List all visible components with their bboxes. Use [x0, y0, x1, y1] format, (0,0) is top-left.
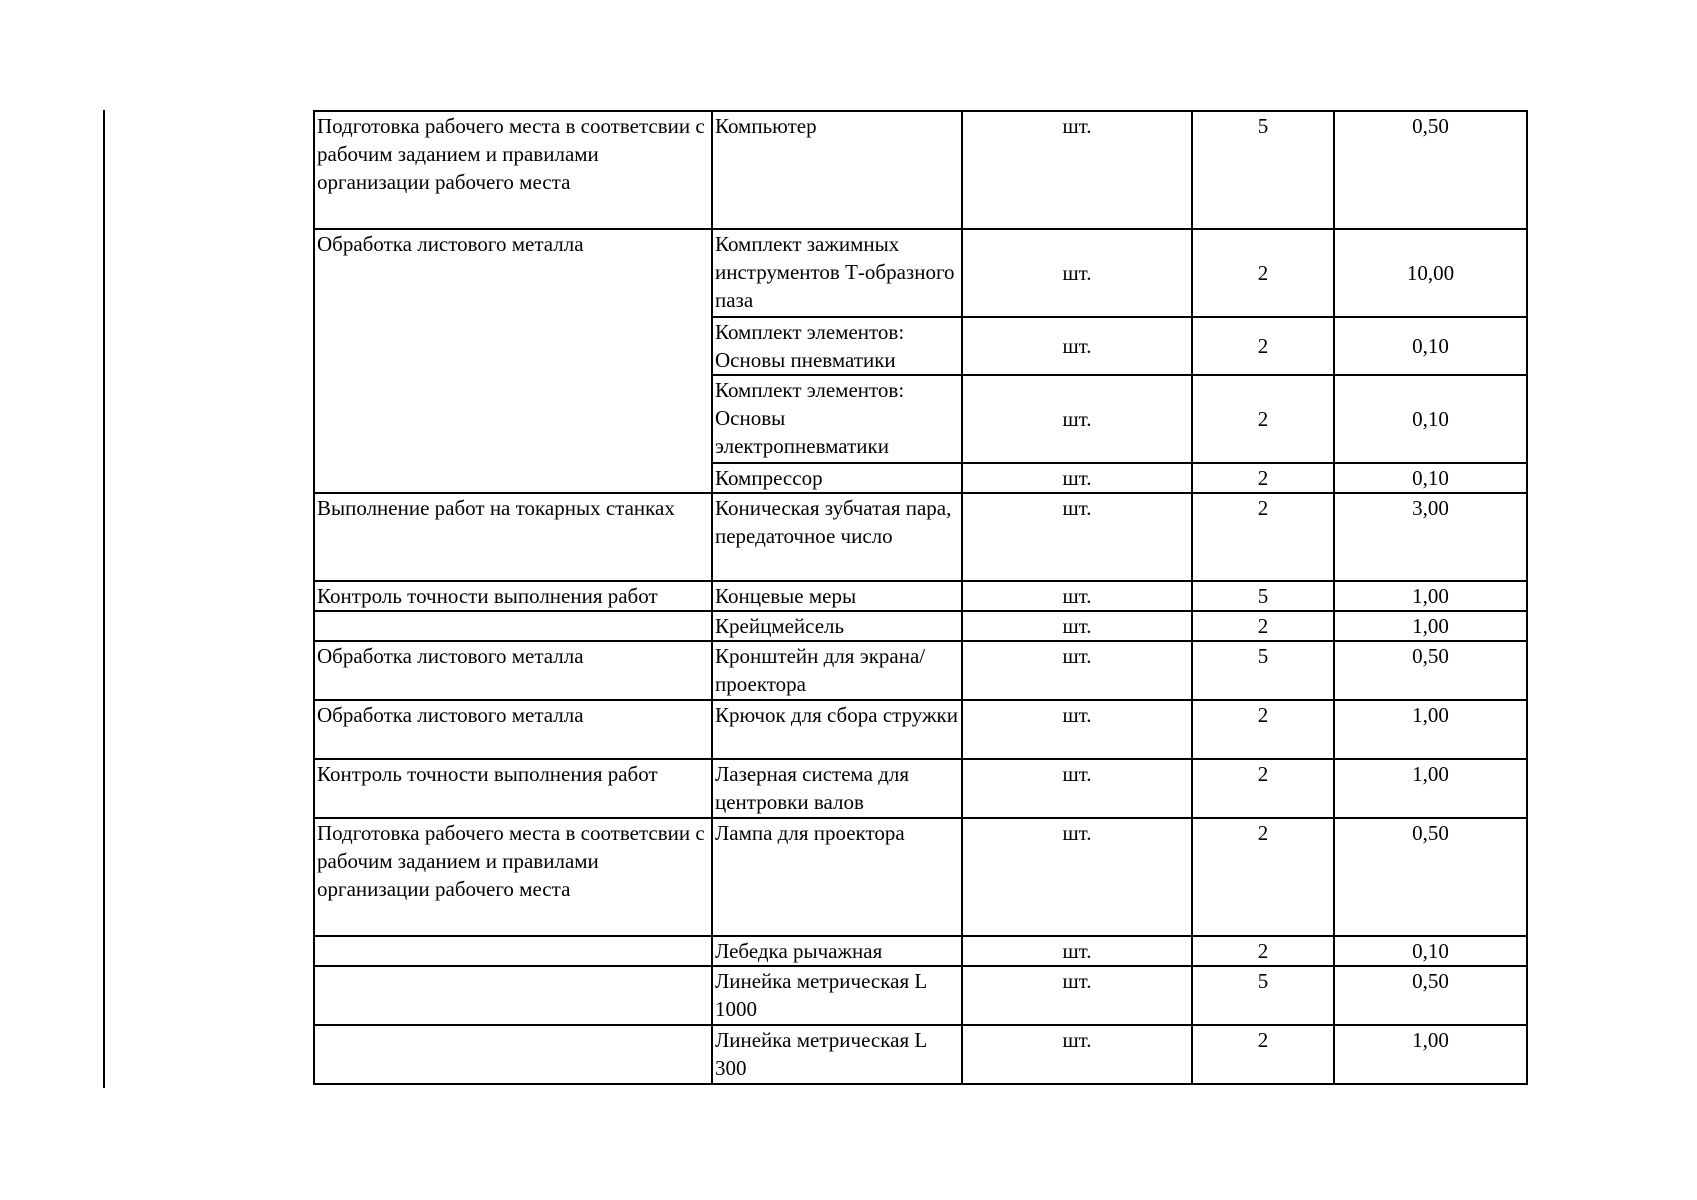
table-row	[314, 1025, 1527, 1084]
activity-cell: Контроль точности выполнения работ	[314, 759, 712, 818]
value-cell: 1,00	[1334, 700, 1527, 759]
table-row	[314, 229, 1527, 317]
equipment-table	[313, 110, 1528, 1085]
activity-cell	[314, 611, 712, 641]
qty-cell: 2	[1192, 493, 1334, 581]
item-cell: Компрессор	[712, 463, 962, 493]
activity-cell: Контроль точности выполнения работ	[314, 581, 712, 611]
value-cell: 0,10	[1334, 936, 1527, 966]
item-cell: Крейцмейсель	[712, 611, 962, 641]
value-cell: 1,00	[1334, 611, 1527, 641]
activity-cell: Выполнение работ на токарных станках	[314, 493, 712, 581]
table-row	[314, 611, 1527, 641]
value-cell: 0,50	[1334, 818, 1527, 936]
item-cell: Комплект элементов: Основы электропневматики	[712, 375, 962, 463]
qty-cell: 2	[1192, 375, 1334, 463]
unit-cell: шт.	[962, 493, 1192, 581]
item-cell: Лебедка рычажная	[712, 936, 962, 966]
activity-cell	[314, 966, 712, 1025]
qty-cell: 2	[1192, 463, 1334, 493]
qty-cell: 5	[1192, 641, 1334, 700]
table-row	[314, 936, 1527, 966]
value-cell: 0,50	[1334, 966, 1527, 1025]
value-cell: 1,00	[1334, 1025, 1527, 1084]
item-cell: Комплект зажимных инструментов Т-образного паза	[712, 229, 962, 317]
qty-cell: 2	[1192, 700, 1334, 759]
unit-cell: шт.	[962, 317, 1192, 375]
unit-cell: шт.	[962, 818, 1192, 936]
value-cell: 0,10	[1334, 317, 1527, 375]
qty-cell: 2	[1192, 1025, 1334, 1084]
unit-cell: шт.	[962, 936, 1192, 966]
value-cell: 10,00	[1334, 229, 1527, 317]
table-row	[314, 641, 1527, 700]
unit-cell: шт.	[962, 229, 1192, 317]
unit-cell: шт.	[962, 966, 1192, 1025]
qty-cell: 5	[1192, 581, 1334, 611]
table-row	[314, 493, 1527, 581]
value-cell: 1,00	[1334, 581, 1527, 611]
unit-cell: шт.	[962, 611, 1192, 641]
value-cell: 0,50	[1334, 111, 1527, 229]
unit-cell: шт.	[962, 700, 1192, 759]
unit-cell: шт.	[962, 581, 1192, 611]
unit-cell: шт.	[962, 1025, 1192, 1084]
table-row	[314, 966, 1527, 1025]
item-cell: Крючок для сбора стружки	[712, 700, 962, 759]
qty-cell: 5	[1192, 111, 1334, 229]
activity-cell	[314, 936, 712, 966]
table-row	[314, 759, 1527, 818]
value-cell: 1,00	[1334, 759, 1527, 818]
activity-cell: Обработка листового металла	[314, 229, 712, 493]
activity-cell: Обработка листового металла	[314, 641, 712, 700]
table-row	[314, 818, 1527, 936]
qty-cell: 2	[1192, 759, 1334, 818]
qty-cell: 2	[1192, 317, 1334, 375]
unit-cell: шт.	[962, 375, 1192, 463]
qty-cell: 2	[1192, 229, 1334, 317]
activity-cell: Обработка листового металла	[314, 700, 712, 759]
value-cell: 0,10	[1334, 375, 1527, 463]
table-row	[314, 581, 1527, 611]
value-cell: 0,50	[1334, 641, 1527, 700]
activity-cell: Подготовка рабочего места в соответсвии с рабочим заданием и правилами организации рабочего места	[314, 818, 712, 936]
item-cell: Коническая зубчатая пара, передаточное число	[712, 493, 962, 581]
qty-cell: 2	[1192, 936, 1334, 966]
unit-cell: шт.	[962, 111, 1192, 229]
item-cell: Комплект элементов: Основы пневматики	[712, 317, 962, 375]
item-cell: Линейка метрическая L 300	[712, 1025, 962, 1084]
item-cell: Лазерная система для центровки валов	[712, 759, 962, 818]
value-cell: 0,10	[1334, 463, 1527, 493]
activity-cell	[314, 1025, 712, 1084]
table-row	[314, 111, 1527, 229]
item-cell: Концевые меры	[712, 581, 962, 611]
unit-cell: шт.	[962, 641, 1192, 700]
activity-cell: Подготовка рабочего места в соответсвии с рабочим заданием и правилами организации рабочего места	[314, 111, 712, 229]
item-cell: Компьютер	[712, 111, 962, 229]
qty-cell: 2	[1192, 611, 1334, 641]
value-cell: 3,00	[1334, 493, 1527, 581]
item-cell: Линейка метрическая L 1000	[712, 966, 962, 1025]
unit-cell: шт.	[962, 463, 1192, 493]
item-cell: Кронштейн для экрана/ проектора	[712, 641, 962, 700]
qty-cell: 5	[1192, 966, 1334, 1025]
unit-cell: шт.	[962, 759, 1192, 818]
item-cell: Лампа для проектора	[712, 818, 962, 936]
margin-line	[103, 110, 105, 1088]
table-row	[314, 700, 1527, 759]
qty-cell: 2	[1192, 818, 1334, 936]
